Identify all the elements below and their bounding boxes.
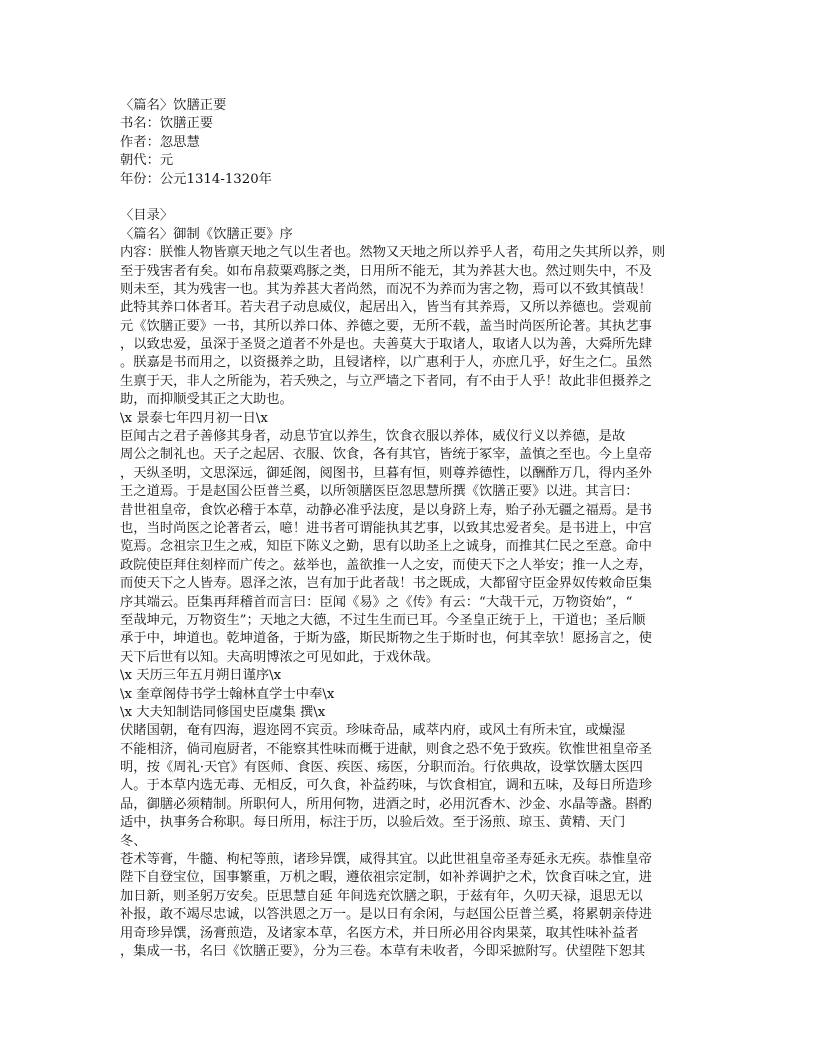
text-line: 王之道焉。于是赵国公臣普兰奚，以所领膳医臣忽思慧所撰《饮膳正要》以进。其言曰： <box>120 484 639 500</box>
text-line: 政院使臣拜住刻梓而广传之。兹举也，盖欲推一人之安，而使天下之人举安；推一人之寿， <box>120 557 652 573</box>
meta-line: 作者：忽思慧 <box>120 134 200 150</box>
meta-line: 〈篇名〉饮膳正要 <box>120 98 227 113</box>
text-line: 元《饮膳正要》一书，其所以养口体、养德之要，无所不载，盖当时尚医所论著。其执艺事 <box>120 318 652 334</box>
text-line: 陛下自登宝位，国事繁重，万机之暇，遵依祖宗定制，如补养调护之术，饮食百味之宜，进 <box>120 870 652 886</box>
text-line: 加日新，则圣躬万安矣。臣思慧自延 年间选充饮膳之职，于兹有年，久叨天禄，退思无以 <box>120 888 643 904</box>
text-line: 览焉。念祖宗卫生之戒，知臣下陈义之勤，思有以助圣上之诚身，而推其仁民之至意。命中 <box>120 539 652 555</box>
text-line: 则未至，其为残害一也。其为养甚大者尚然，而况不为养而为害之物，焉可以不致其慎哉！ <box>120 281 652 297</box>
text-line: ，天纵圣明，文思深远，御延阁，阅图书，旦暮有恒，则尊养德性，以酬酢万几，得内圣外 <box>120 465 652 481</box>
text-line: 至哉坤元，万物资生”；天地之大德，不过生生而已耳。今圣皇正统于上，干道也；圣后顺 <box>120 612 646 628</box>
text-line: 臣闻古之君子善修其身者，动息节宜以养生，饮食衣服以养体，威仪行义以养德，是故 <box>120 429 626 445</box>
text-line: 用奇珍异馔，汤膏煎造，及诸家本草，名医方术，并日所必用谷肉果菜，取其性味补益者 <box>120 925 639 941</box>
meta-line: 朝代：元 <box>120 153 174 169</box>
meta-block <box>120 97 696 189</box>
text-line: ，集成一书，名曰《饮膳正要》，分为三卷。本草有未收者，今即采摭附写。伏望陛下恕其 <box>120 943 646 959</box>
text-line: \x 奎章阁侍书学士翰林直学士中奉\x <box>120 686 335 702</box>
blank-line <box>120 189 696 207</box>
text-line: 生禀于天，非人之所能为，若夭殃之，与立严墙之下者同，有不由于人乎！故此非但摄养之 <box>120 373 652 389</box>
text-line: \x 天历三年五月朔日谨序\x <box>120 668 282 684</box>
text-line: 至于残害者有矣。如布帛菽粟鸡豚之类，日用所不能无，其为养甚大也。然过则失中，不及 <box>120 263 652 279</box>
body-text <box>120 226 696 962</box>
text-line: 内容：朕惟人物皆禀天地之气以生者也。然物又天地之所以养乎人者，苟用之失其所以养，则 <box>120 245 666 261</box>
text-line: 冬、 <box>120 833 147 849</box>
text-line: 序其端云。臣集再拜稽首而言曰：臣闻《易》之《传》有云：“大哉干元，万物资始”，“ <box>120 594 633 610</box>
text-line: ，以致忠爱，虽深于圣贤之道者不外是也。夫善莫大于取诸人，取诸人以为善，大舜所先肆 <box>120 337 652 353</box>
text-line: 承于中，坤道也。乾坤道备，于斯为盛，斯民斯物之生于斯时也，何其幸欤！愿扬言之，使 <box>120 631 652 647</box>
text-line: 补报，敢不竭尽忠诚，以答洪恩之万一。是以日有余闲，与赵国公臣普兰奚，将累朝亲侍进 <box>120 907 652 923</box>
text-line: 天下后世有以知。夫高明博浓之可见如此，于戏休哉。 <box>120 649 440 665</box>
text-line: 苍术等膏，牛髓、枸杞等煎，诸珍异馔，咸得其宜。以此世祖皇帝圣寿延永无疾。恭惟皇帝 <box>120 852 652 868</box>
meta-line: 书名：饮膳正要 <box>120 116 214 132</box>
text-line: 昔世祖皇帝，食饮必稽于本草，动静必准乎法度，是以身跻上寿，贻子孙无疆之福焉。是书 <box>120 502 652 518</box>
text-line: 人。于本草内选无毒、无相反，可久食，补益药味，与饮食相宜，调和五味，及每日所造珍 <box>120 778 652 794</box>
text-line: 也，当时尚医之论著者云，噫！进书者可谓能执其艺事，以致其忠爱者矣。是书进上，中宫 <box>120 520 652 536</box>
text-line: 助，而抑顺受其正之大助也。 <box>120 392 293 408</box>
text-line: \x 大夫知制诰同修国史臣虞集 撰\x <box>120 704 326 720</box>
text-line: 而使天下之人皆寿。恩泽之浓，岂有加于此者哉！书之既成，大都留守臣金界奴传敕命臣集 <box>120 576 652 592</box>
text-line: 适中，执事务合称职。每日所用，标注于历，以验后效。至于汤煎、琼玉、黄精、天门 <box>120 815 626 831</box>
text-line: 〈篇名〉御制《饮膳正要》序 <box>120 226 293 242</box>
text-line: 品，御膳必须精制。所职何人，所用何物，进酒之时，必用沉香木、沙金、水晶等盏。斟酌 <box>120 796 652 812</box>
text-line: \x 景泰七年四月初一日\x <box>120 410 268 426</box>
meta-line: 年份：公元1314-1320年 <box>120 171 272 187</box>
text-line: 不能相济，倘司庖厨者，不能察其性味而概于进献，则食之恐不免于致疾。钦惟世祖皇帝圣 <box>120 741 652 757</box>
toc-heading: 〈目录〉 <box>120 208 174 224</box>
text-line: 伏睹国朝，奄有四海，遐迩罔不宾贡。珍味奇品，咸萃内府，或风土有所未宜，或燥湿 <box>120 723 626 739</box>
text-line: 周公之制礼也。天子之起居、衣服、饮食，各有其官，皆统于冢宰，盖慎之至也。今上皇帝 <box>120 447 652 463</box>
document-text <box>120 97 696 961</box>
text-line: 。朕嘉是书而用之，以资摄养之助，且锓诸梓，以广惠利于人，亦庶几乎，好生之仁。虽然 <box>120 355 652 371</box>
text-line: 此特其养口体者耳。若夫君子动息威仪，起居出入，皆当有其养焉，又所以养德也。尝观前 <box>120 300 652 316</box>
text-line: 明，按《周礼·天官》有医师、食医、疾医、疡医，分职而治。行依典故，设掌饮膳太医四 <box>120 760 643 776</box>
